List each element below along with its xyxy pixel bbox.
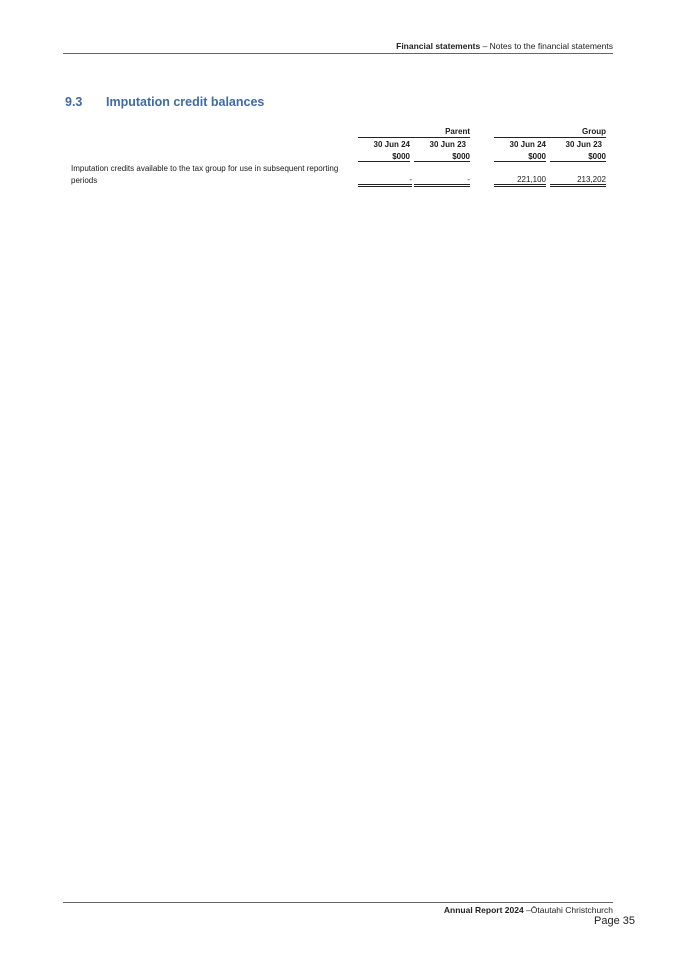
section-title: Imputation credit balances [106, 95, 265, 109]
page-number: Page 35 [594, 915, 635, 927]
row-label: Imputation credits available to the tax group for use in subsequent reporting periods [71, 164, 339, 185]
value-group-2023: 213,202 [550, 175, 606, 187]
column-date: 30 Jun 24 [373, 140, 410, 149]
column-date: 30 Jun 23 [565, 140, 602, 149]
footer-report-title: Annual Report 2024 [443, 905, 524, 915]
value-parent-2024: - [358, 175, 412, 187]
group-header-group: Group [494, 127, 606, 138]
column-date: 30 Jun 24 [509, 140, 546, 149]
column-unit: $000 [494, 152, 546, 162]
group-header-parent: Parent [358, 127, 470, 138]
column-unit: $000 [358, 152, 410, 162]
header-subtitle: – Notes to the financial statements [480, 41, 613, 51]
column-unit: $000 [414, 152, 470, 162]
value-group-2024: 221,100 [494, 175, 546, 187]
column-unit: $000 [550, 152, 606, 162]
value-parent-2023: - [414, 175, 470, 187]
running-footer [63, 902, 613, 915]
section-number: 9.3 [65, 95, 83, 109]
column-date: 30 Jun 23 [429, 140, 466, 149]
header-section-title: Financial statements [396, 41, 481, 51]
running-header [63, 41, 613, 54]
footer-location: –Ōtautahi Christchurch [523, 905, 613, 915]
